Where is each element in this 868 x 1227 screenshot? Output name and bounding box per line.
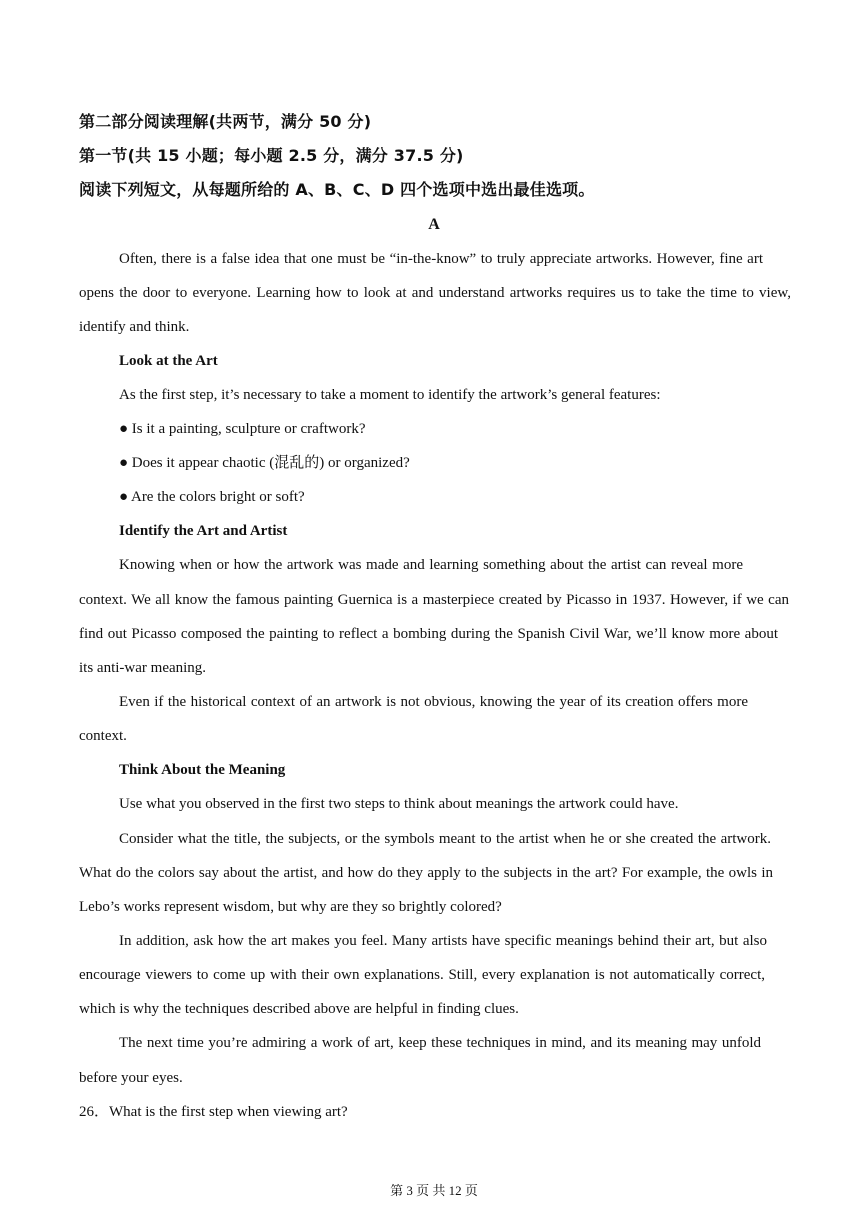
paragraph-3-line-4: its anti-war meaning.: [79, 660, 207, 676]
subheading-identify-art-and-artist: Identify the Art and Artist: [119, 523, 288, 539]
page-footer: 第 3 页 共 12 页: [390, 1183, 478, 1198]
part-heading: 第二部分阅读理解(共两节，满分 50 分): [79, 112, 372, 131]
paragraph-4-line-2: context.: [79, 728, 127, 744]
paragraph-7-line-1: In addition, ask how the art makes you feel. Many artists have specific meanings behind their art, but also: [119, 933, 767, 949]
paragraph-1-line-3: identify and think.: [79, 319, 190, 335]
paragraph-3-line-2: context. We all know the famous painting Guernica is a masterpiece created by Picasso in 1937. However, if we can: [79, 592, 789, 608]
paragraph-6-line-3: Lebo’s works represent wisdom, but why are they so brightly colored?: [79, 899, 502, 915]
paragraph-7-line-2: encourage viewers to come up with their own explanations. Still, every explanation is not automatically correct,: [79, 967, 765, 983]
paragraph-3-line-1: Knowing when or how the artwork was made and learning something about the artist can reveal more: [119, 557, 743, 573]
section-heading: 第一节(共 15 小题；每小题 2.5 分，满分 37.5 分): [79, 146, 464, 165]
bullet-item: ● Are the colors bright or soft?: [119, 489, 305, 505]
paragraph-8-line-2: before your eyes.: [79, 1070, 183, 1086]
question-26: 26．What is the first step when viewing art?: [79, 1104, 348, 1120]
paragraph-5: Use what you observed in the first two steps to think about meanings the artwork could have.: [119, 796, 679, 812]
bullet-item: ● Does it appear chaotic (混乱的) or organized?: [119, 455, 410, 471]
paragraph-8-line-1: The next time you’re admiring a work of art, keep these techniques in mind, and its meaning may unfold: [119, 1035, 761, 1051]
paragraph-3-line-3: find out Picasso composed the painting to reflect a bombing during the Spanish Civil War, we’ll know more about: [79, 626, 778, 642]
subheading-think-about-meaning: Think About the Meaning: [119, 762, 286, 778]
passage-letter: A: [428, 216, 440, 233]
paragraph-6-line-2: What do the colors say about the artist, and how do they apply to the subjects in the art? For example, the owls in: [79, 865, 773, 881]
paragraph-4-line-1: Even if the historical context of an artwork is not obvious, knowing the year of its creation offers more: [119, 694, 748, 710]
instruction-text: 阅读下列短文，从每题所给的 A、B、C、D 四个选项中选出最佳选项。: [79, 180, 595, 199]
bullet-item: ● Is it a painting, sculpture or craftwork?: [119, 421, 366, 437]
paragraph-1-line-1: Often, there is a false idea that one must be “in-the-know” to truly appreciate artworks. However, fine art: [119, 251, 763, 267]
paragraph-6-line-1: Consider what the title, the subjects, or the symbols meant to the artist when he or she created the artwork.: [119, 831, 771, 847]
paragraph-7-line-3: which is why the techniques described above are helpful in finding clues.: [79, 1001, 519, 1017]
subheading-look-at-the-art: Look at the Art: [119, 353, 218, 369]
paragraph-2: As the first step, it’s necessary to take a moment to identify the artwork’s general features:: [119, 387, 661, 403]
paragraph-1-line-2: opens the door to everyone. Learning how to look at and understand artworks requires us to take the time to view,: [79, 285, 791, 301]
